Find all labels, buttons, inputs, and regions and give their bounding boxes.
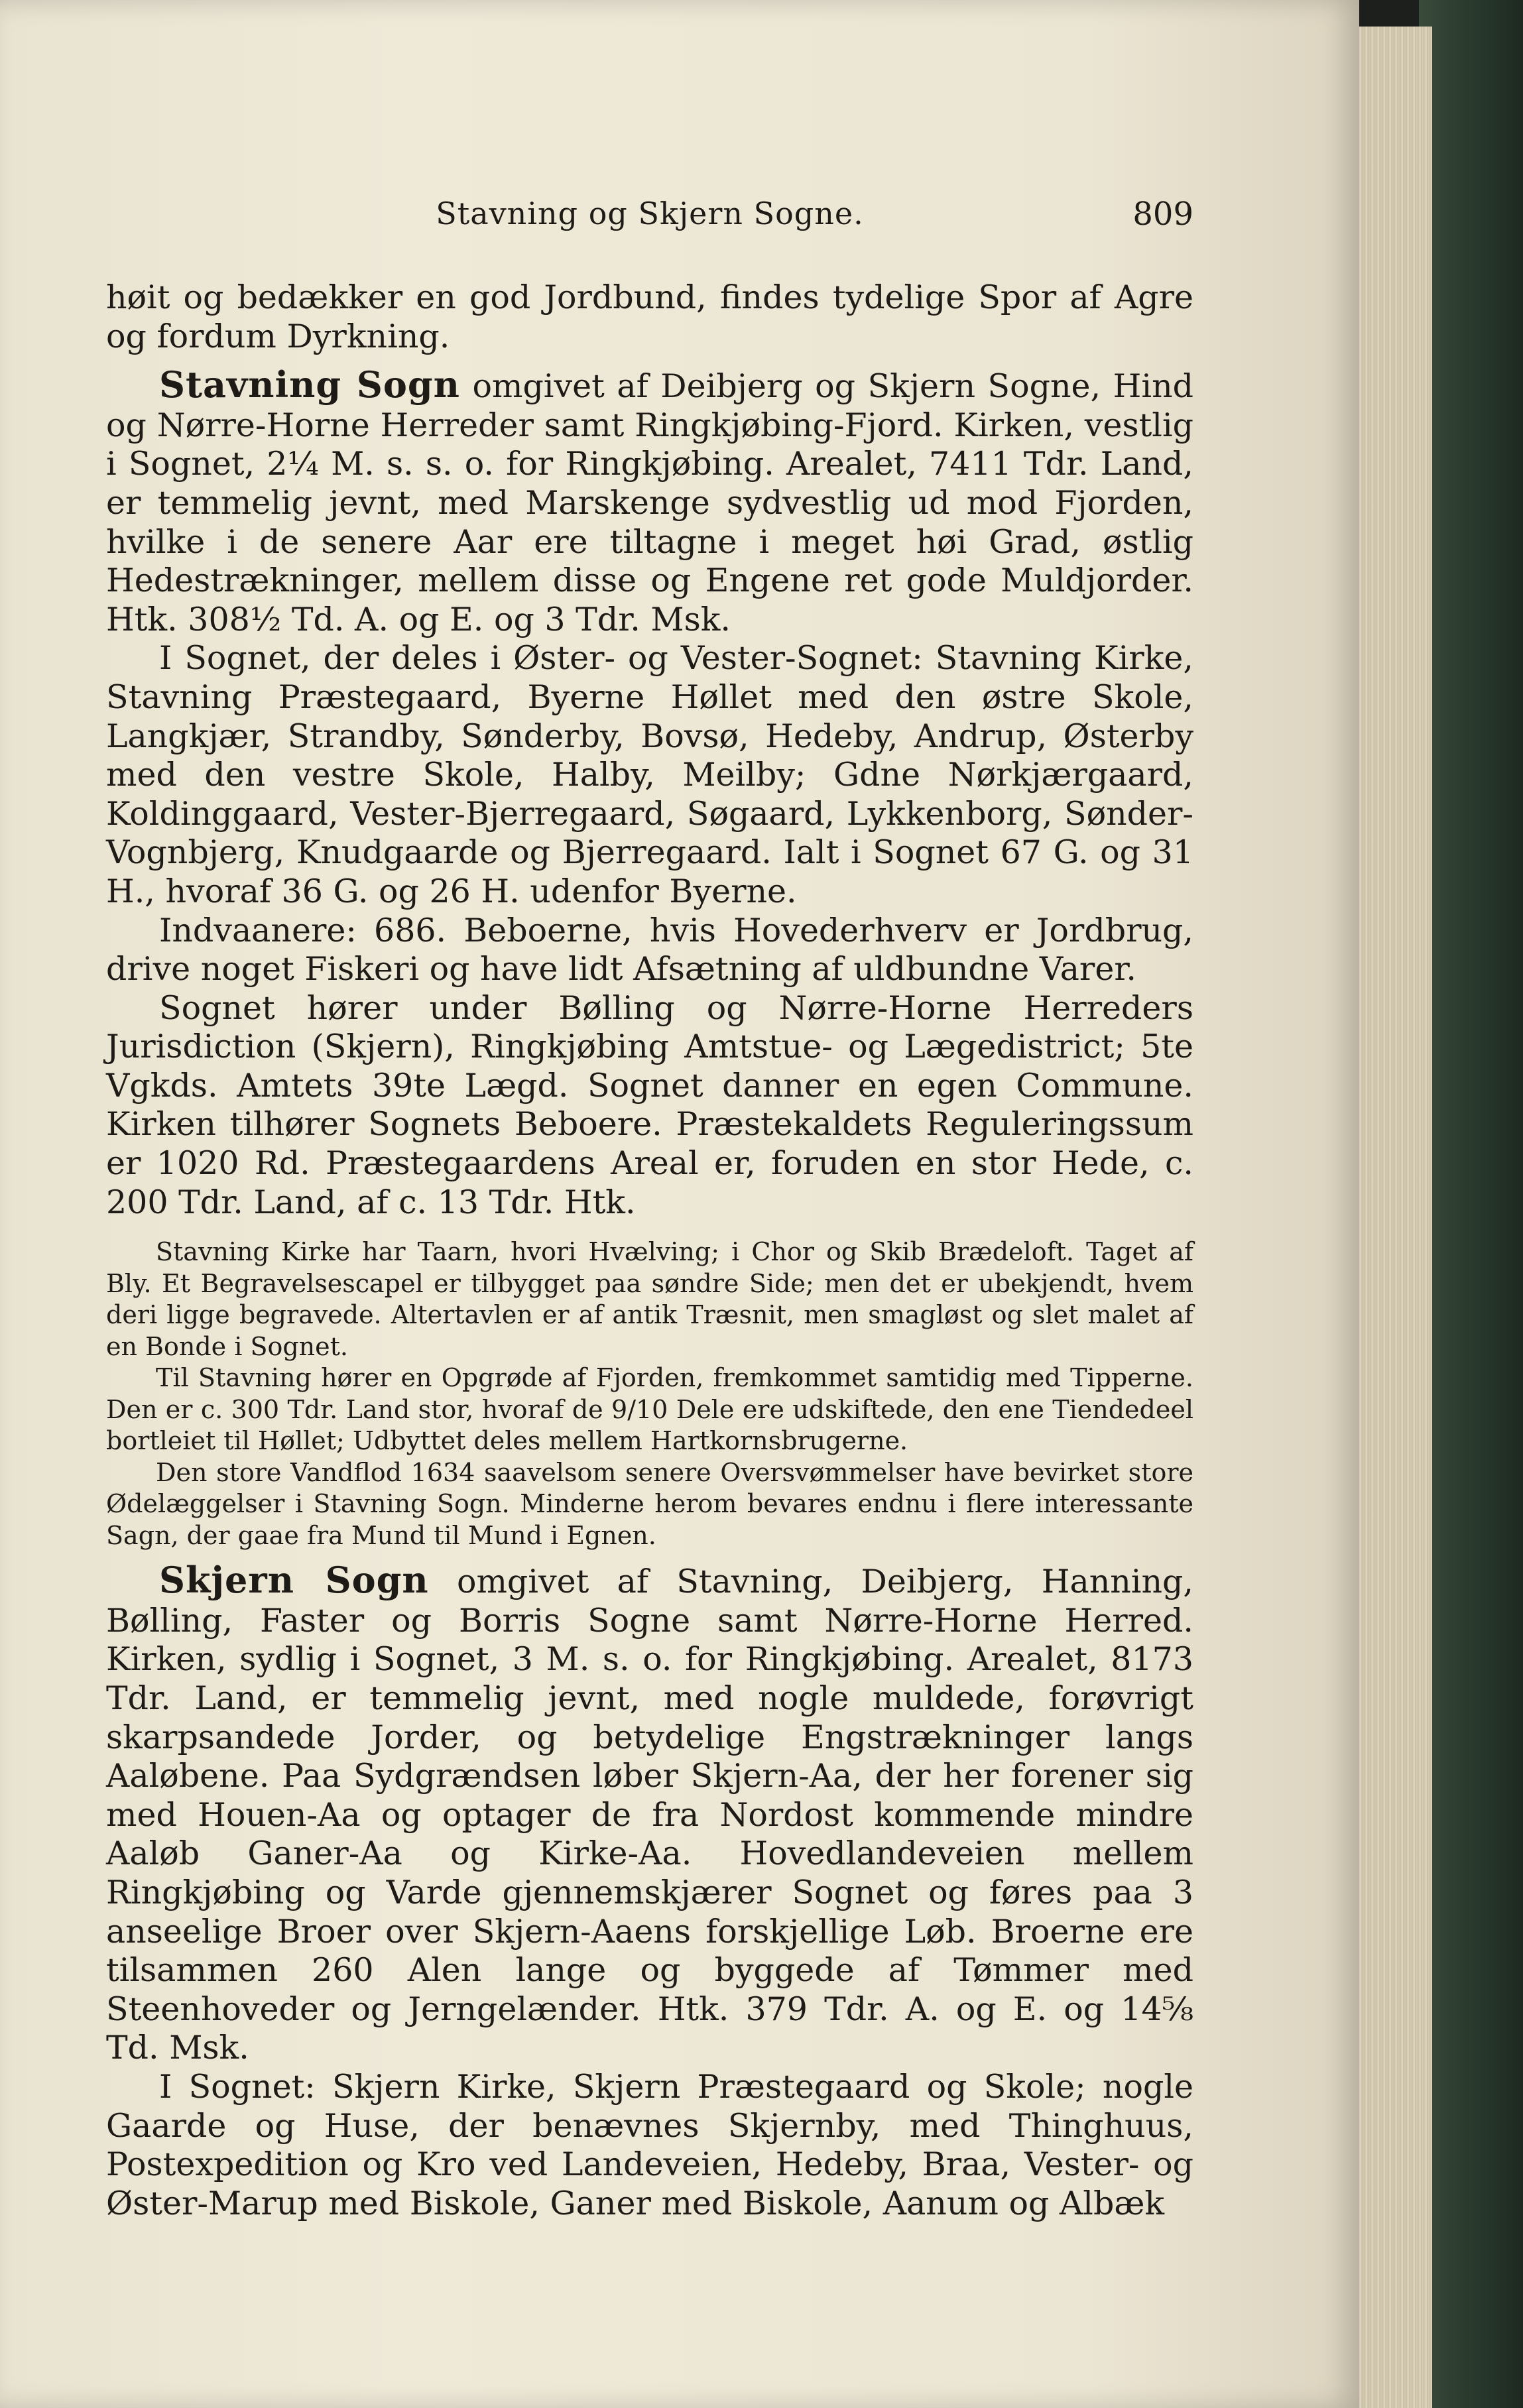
skjern-section [106, 1561, 1193, 2223]
skjern-intro-paragraph [106, 1561, 1193, 2068]
stavning-places-paragraph: I Sognet, der deles i Øster- og Vester-Sognet: Stavning Kirke, Stavning Præstegaard, Byerne Høllet med den østre Skole, Langkjær, Strandby, Sønderby, Bovsø, Hedeby, Andrup, Østerby med den vestre Skole, Halby, Meilby; Gdne Nørkjærgaard, Koldinggaard, Vester-Bjerregaard, Søgaard, Lykkenborg, Sønder-Vognbjerg, Knudgaarde og Bjerregaard. Ialt i Sognet 67 G. og 31 H., hvoraf 36 G. og 26 H. udenfor Byerne. [106, 639, 1193, 910]
page-text [106, 278, 1193, 2223]
note-fjord: Til Stavning hører en Opgrøde af Fjorden, fremkommet samtidig med Tipperne. Den er c. 300 Tdr. Land stor, hvoraf de 9/10 Dele ere udskiftede, den ene Tiendedeel bortleiet til Høllet; Udbyttet deles mellem Hartkornsbrugerne. [106, 1363, 1193, 1456]
page-number: 809 [1132, 196, 1193, 233]
stavning-intro-text: omgivet af Deibjerg og Skjern Sogne, Hind og Nørre-Horne Herreder samt Ringkjøbing-Fjord. Kirken, vestlig i Sognet, 2¼ M. s. s. o. for Ringkjøbing. Arealet, 7411 Tdr. Land, er temmelig jevnt, med Marskenge sydvestlig ud mod Fjorden, hvilke i de senere Aar ere tiltagne i meget høi Grad, østlig Hedestrækninger, mellem disse og Engene ret gode Muldjorder. Htk. 308½ Td. A. og E. og 3 Tdr. Msk. [106, 367, 1194, 638]
book-spine [1419, 0, 1523, 2408]
note-church: Stavning Kirke har Taarn, hvori Hvælving; i Chor og Skib Brædeloft. Taget af Bly. Et Begravelsescapel er tilbygget paa søndre Side; men det er ubekjendt, hvem deri ligge begravede. Altertavlen er af antik Træsnit, men smagløst og slet malet af en Bonde i Sognet. [106, 1237, 1193, 1361]
skjern-section-heading: Skjern Sogn [159, 1559, 429, 1602]
stavning-inhabitants-paragraph: Indvaanere: 686. Beboerne, hvis Hovederhverv er Jordbrug, drive noget Fiskeri og have lidt Afsætning af uldbundne Varer. [106, 911, 1193, 989]
stavning-jurisdiction-paragraph: Sognet hører under Bølling og Nørre-Horne Herreders Jurisdiction (Skjern), Ringkjøbing Amtstue- og Lægedistrict; 5te Vgkds. Amtets 39te Lægd. Sognet danner en egen Commune. Kirken tilhører Sognets Beboere. Præstekaldets Reguleringssum er 1020 Rd. Præstegaardens Areal er, foruden en stor Hede, c. 200 Tdr. Land, af c. 13 Tdr. Htk. [106, 989, 1193, 1221]
stavning-section-heading: Stavning Sogn [159, 363, 460, 406]
stavning-notes [106, 1236, 1193, 1551]
stavning-intro-paragraph [106, 365, 1193, 639]
main-text [106, 278, 1193, 1222]
running-title: Stavning og Skjern Sogne. [436, 196, 864, 231]
skjern-places-paragraph: I Sognet: Skjern Kirke, Skjern Præstegaard og Skole; nogle Gaarde og Huse, der benævnes Skjernby, med Thinghuus, Postexpedition og Kro ved Landeveien, Hedeby, Braa, Vester- og Øster-Marup med Biskole, Ganer med Biskole, Aanum og Albæk [106, 2067, 1193, 2222]
note-flood: Den store Vandflod 1634 saavelsom senere Oversvømmelser have bevirket store Ødelæggelser i Stavning Sogn. Minderne herom bevares endnu i flere interessante Sagn, der gaae fra Mund til Mund i Egnen. [106, 1457, 1193, 1550]
page-header [106, 196, 1193, 249]
skjern-intro-text: omgivet af Stavning, Deibjerg, Hanning, Bølling, Faster og Borris Sogne samt Nørre-Horne Herred. Kirken, sydlig i Sognet, 3 M. s. o. for Ringkjøbing. Arealet, 8173 Tdr. Land, er temmelig jevnt, med nogle muldede, forøvrigt skarpsandede Jorder, og betydelige Engstrækninger langs Aaløbene. Paa Sydgrændsen løber Skjern-Aa, der her forener sig med Houen-Aa og optager de fra Nordost kommende mindre Aaløb Ganer-Aa og Kirke-Aa. Hovedlandeveien mellem Ringkjøbing og Varde gjennemskjærer Sognet og føres paa 3 anseelige Broer over Skjern-Aaens forskjellige Løb. Broerne ere tilsammen 260 Alen lange og byggede af Tømmer med Steenhoveder og Jerngelænder. Htk. 379 Tdr. A. og E. og 14⅝ Td. Msk. [106, 1563, 1193, 2067]
paragraph-continuation: høit og bedækker en god Jordbund, findes tydelige Spor af Agre og fordum Dyrkning. [106, 278, 1193, 355]
